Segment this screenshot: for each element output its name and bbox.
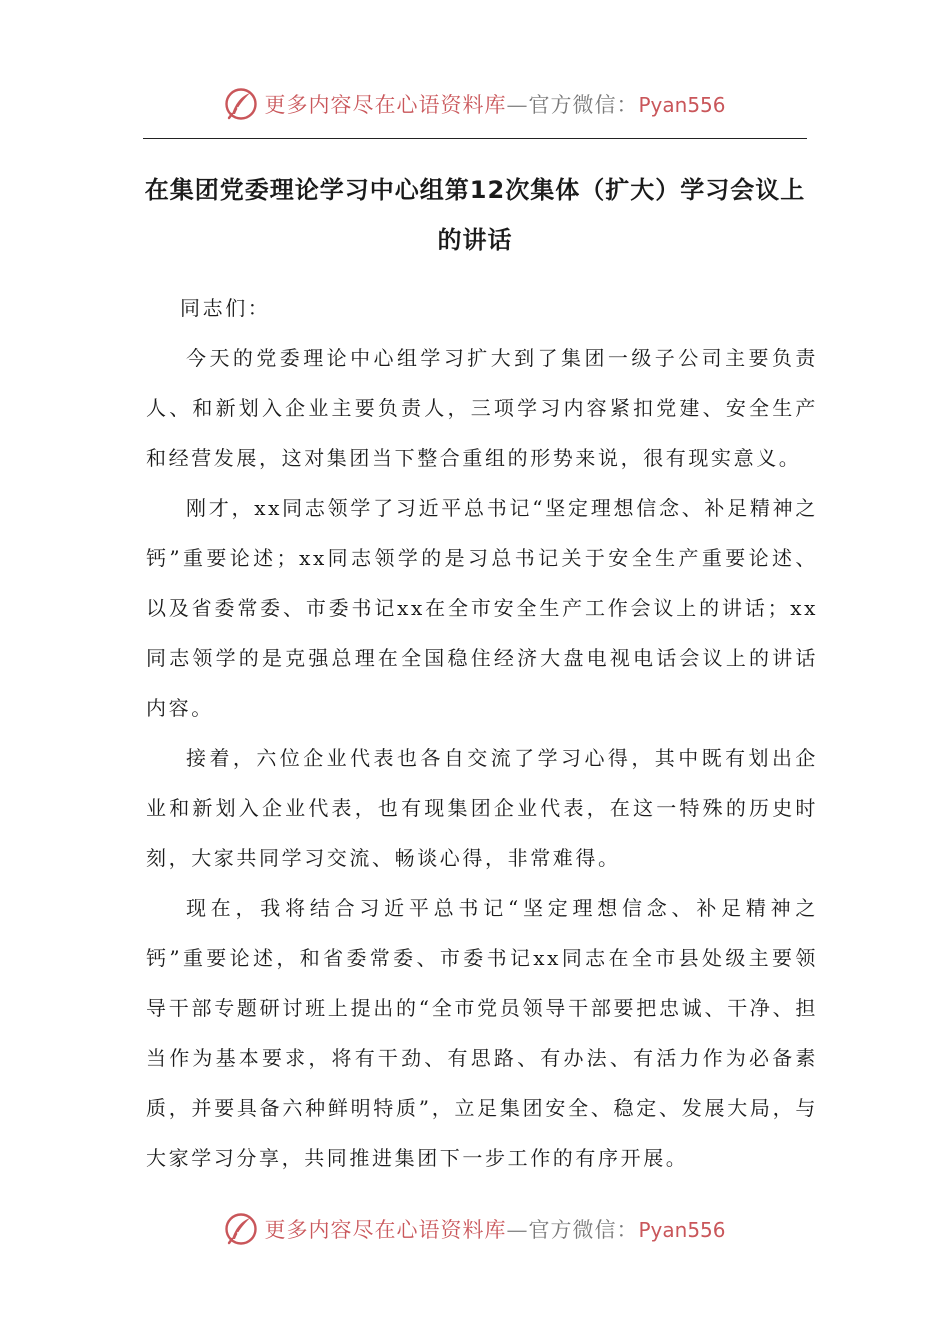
paragraph: 今天的党委理论中心组学习扩大到了集团一级子公司主要负责人、和新划入企业主要负责人，三项学习内容紧扣党建、安全生产和经营发展，这对集团当下整合重组的形势来说，很有现实意义。 <box>146 346 818 470</box>
footer-banner <box>0 1209 950 1249</box>
header-banner <box>0 84 950 124</box>
banner-account-id: Pyan556 <box>638 1218 726 1242</box>
banner-dash: — <box>506 93 529 117</box>
feather-pen-logo-icon <box>224 1212 258 1246</box>
banner-text <box>264 1214 725 1244</box>
banner-text <box>264 89 725 119</box>
document-body <box>146 283 818 1183</box>
banner-prefix: 更多内容尽在心语资料库 <box>264 93 507 117</box>
document-title: 在集团党委理论学习中心组第12次集体（扩大）学习会议上的讲话 <box>144 176 806 254</box>
banner-prefix: 更多内容尽在心语资料库 <box>264 1218 507 1242</box>
banner-account-id: Pyan556 <box>638 93 726 117</box>
paragraph: 接着，六位企业代表也各自交流了学习心得，其中既有划出企业和新划入企业代表，也有现集团企业代表，在这一特殊的历史时刻，大家共同学习交流、畅谈心得，非常难得。 <box>146 746 818 870</box>
banner-account-label: 官方微信： <box>528 1218 639 1242</box>
paragraph: 现在，我将结合习近平总书记“坚定理想信念、补足精神之钙”重要论述，和省委常委、市委书记xx同志在全市县处级主要领导干部专题研讨班上提出的“全市党员领导干部要把忠诚、干净、担当作为基本要求，将有干劲、有思路、有办法、有活力作为必备素质，并要具备六种鲜明特质”，立足集团安全、稳定、发展大局，与大家学习分享，共同推进集团下一步工作的有序开展。 <box>146 896 818 1170</box>
header-divider <box>143 138 807 139</box>
banner-dash: — <box>506 1218 529 1242</box>
feather-pen-logo-icon <box>224 87 258 121</box>
salutation: 同志们： <box>180 296 271 320</box>
banner-account-label: 官方微信： <box>528 93 639 117</box>
paragraph: 刚才，xx同志领学了习近平总书记“坚定理想信念、补足精神之钙”重要论述；xx同志领学的是习总书记关于安全生产重要论述、以及省委常委、市委书记xx在全市安全生产工作会议上的讲话；xx同志领学的是克强总理在全国稳住经济大盘电视电话会议上的讲话内容。 <box>146 496 818 720</box>
